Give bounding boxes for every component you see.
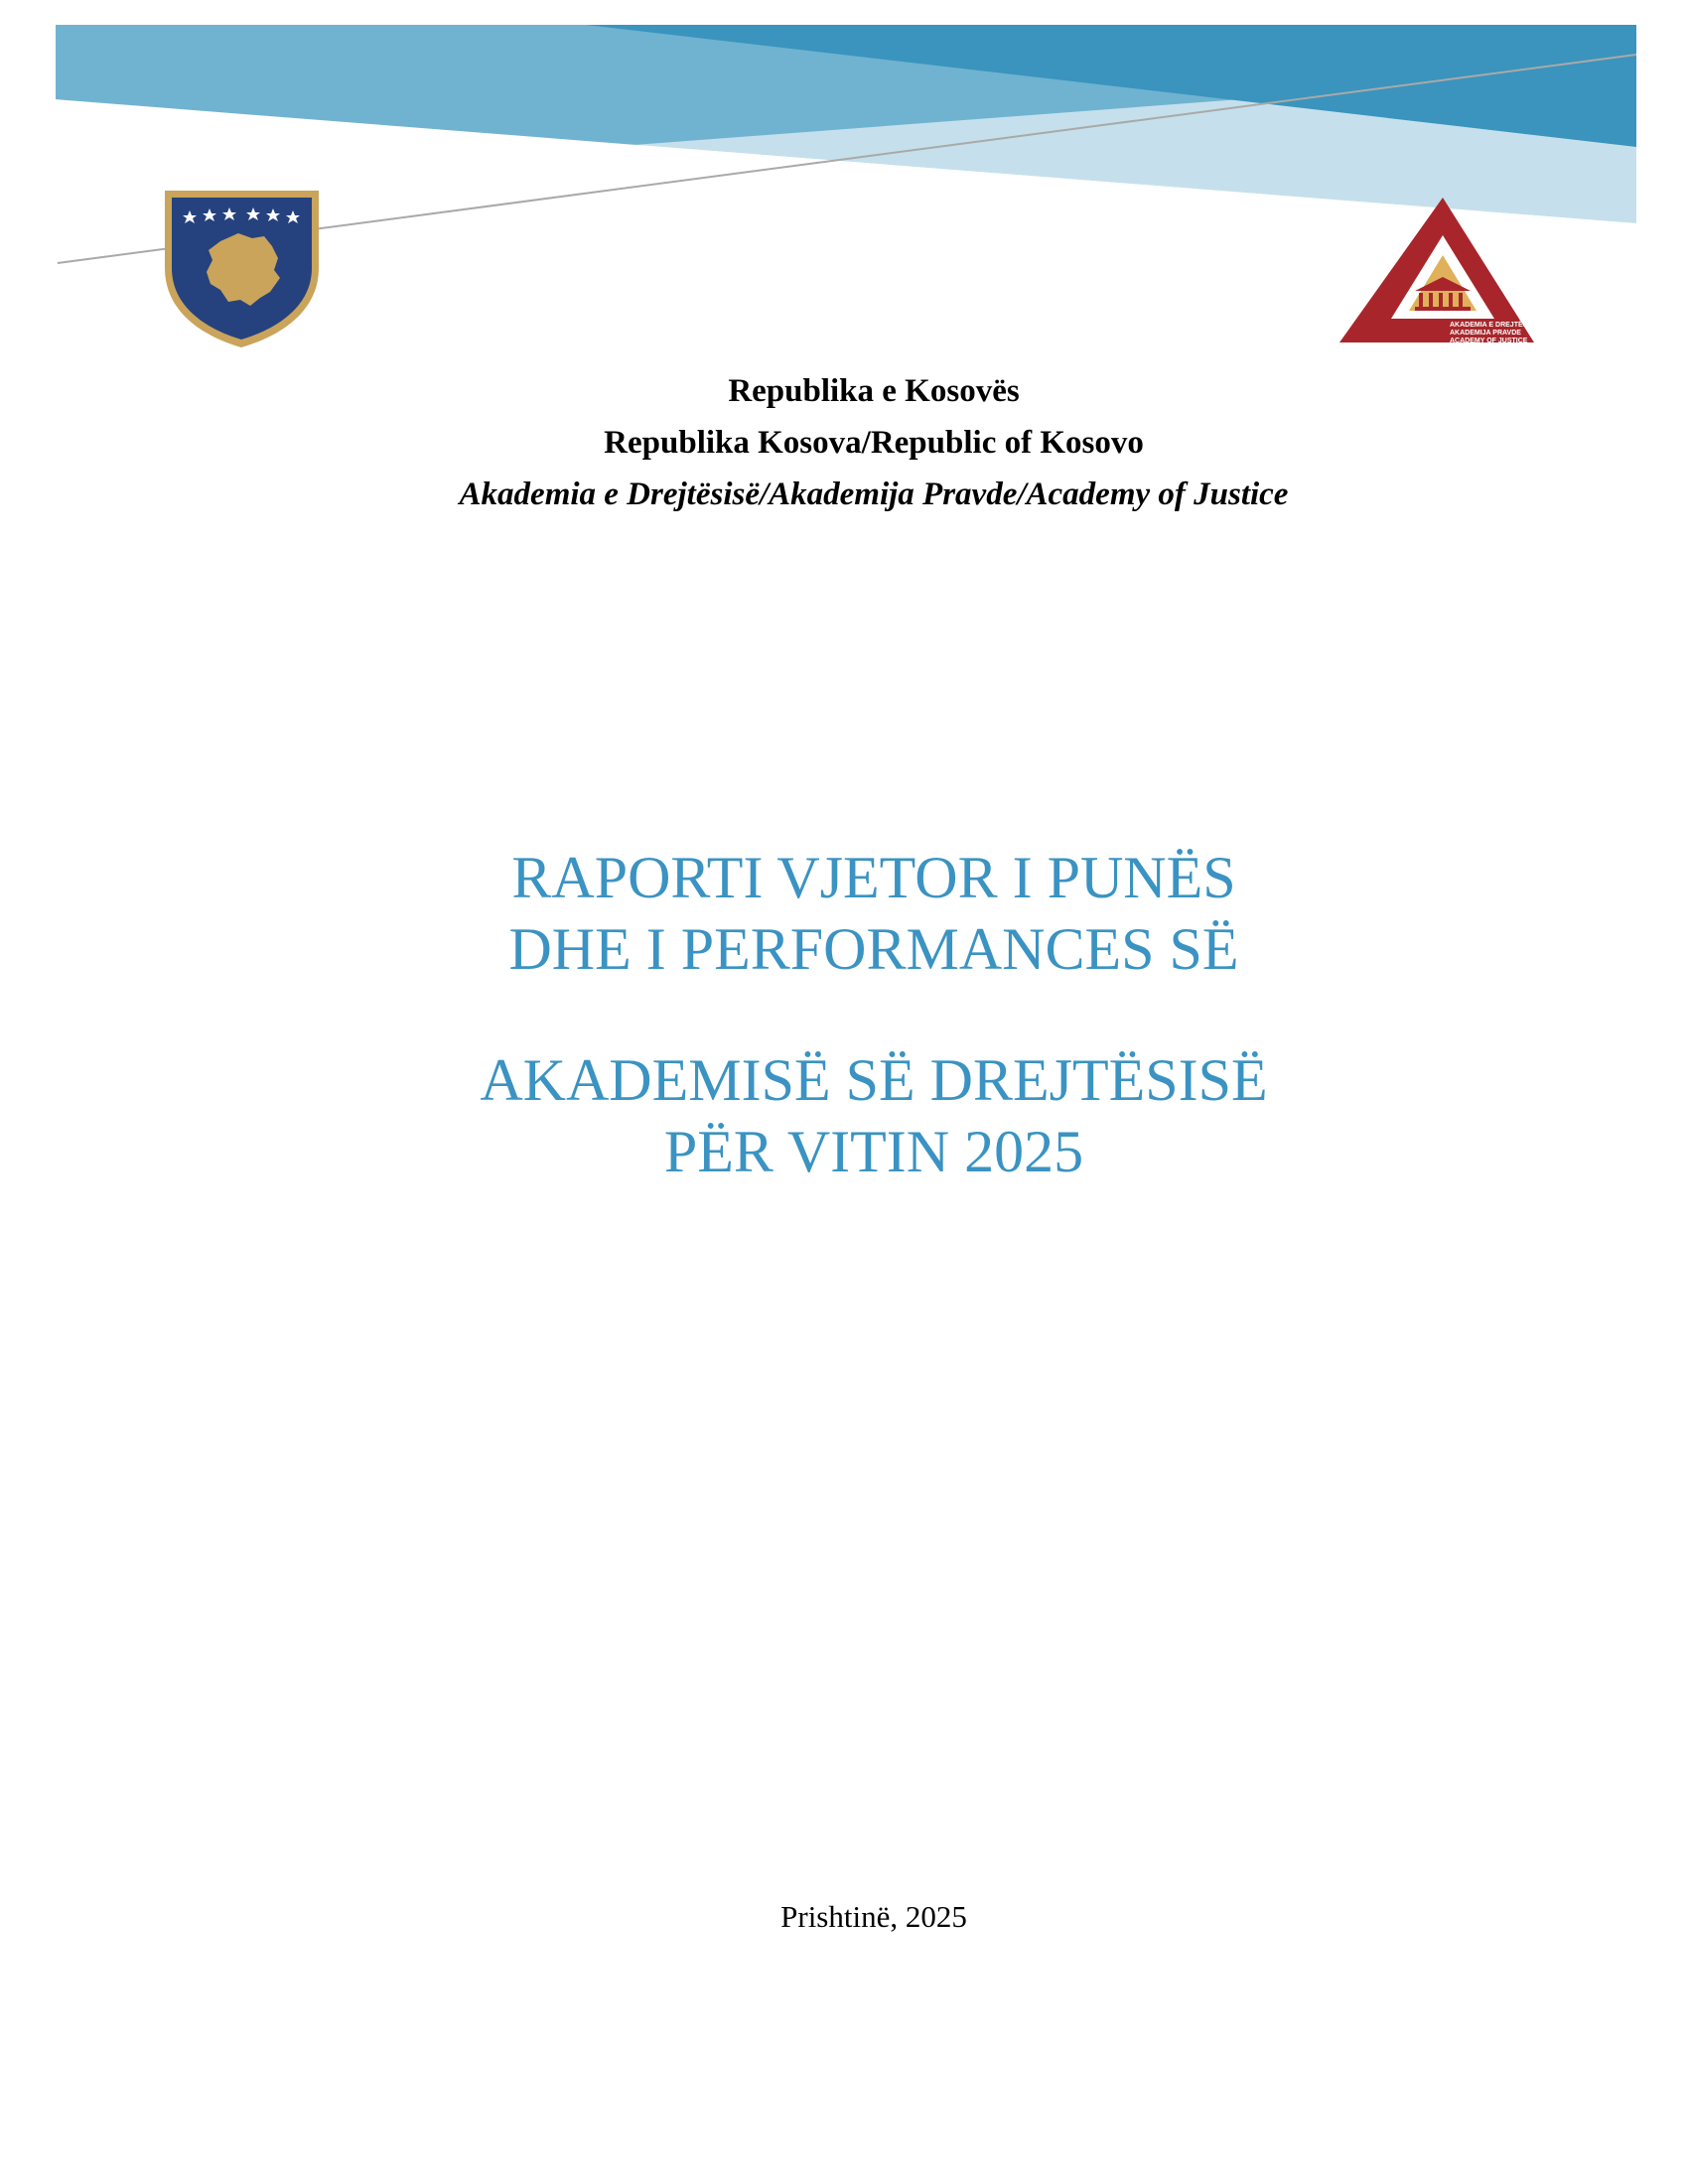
header-republic-serbian-english: Republika Kosova/Republic of Kosovo [604, 425, 1144, 461]
institution-header [0, 365, 1688, 520]
title-line-1: RAPORTI VJETOR I PUNËS [511, 845, 1236, 910]
kosovo-coat-of-arms-icon [161, 187, 323, 350]
place-date: Prishtinë, 2025 [780, 1899, 967, 1934]
academy-logo-text-2: AKADEMIJA PRAVDE [1450, 330, 1521, 337]
title-line-2: DHE I PERFORMANCES SË [508, 916, 1239, 982]
title-line-3: AKADEMISË SË DREJTËSISË [480, 1047, 1268, 1113]
header-academy-name: Akademia e Drejtësisë/Akademija Pravde/Academy of Justice [459, 477, 1289, 512]
academy-of-justice-logo-icon [1336, 194, 1539, 352]
title-line-4: PËR VITIN 2025 [663, 1119, 1084, 1184]
academy-logo-text-1: AKADEMIA E DREJTËSISË [1450, 322, 1539, 329]
header-republic-albanian: Republika e Kosovës [728, 373, 1020, 409]
report-title [0, 842, 1688, 1187]
academy-logo-text-3: ACADEMY OF JUSTICE [1450, 338, 1528, 344]
